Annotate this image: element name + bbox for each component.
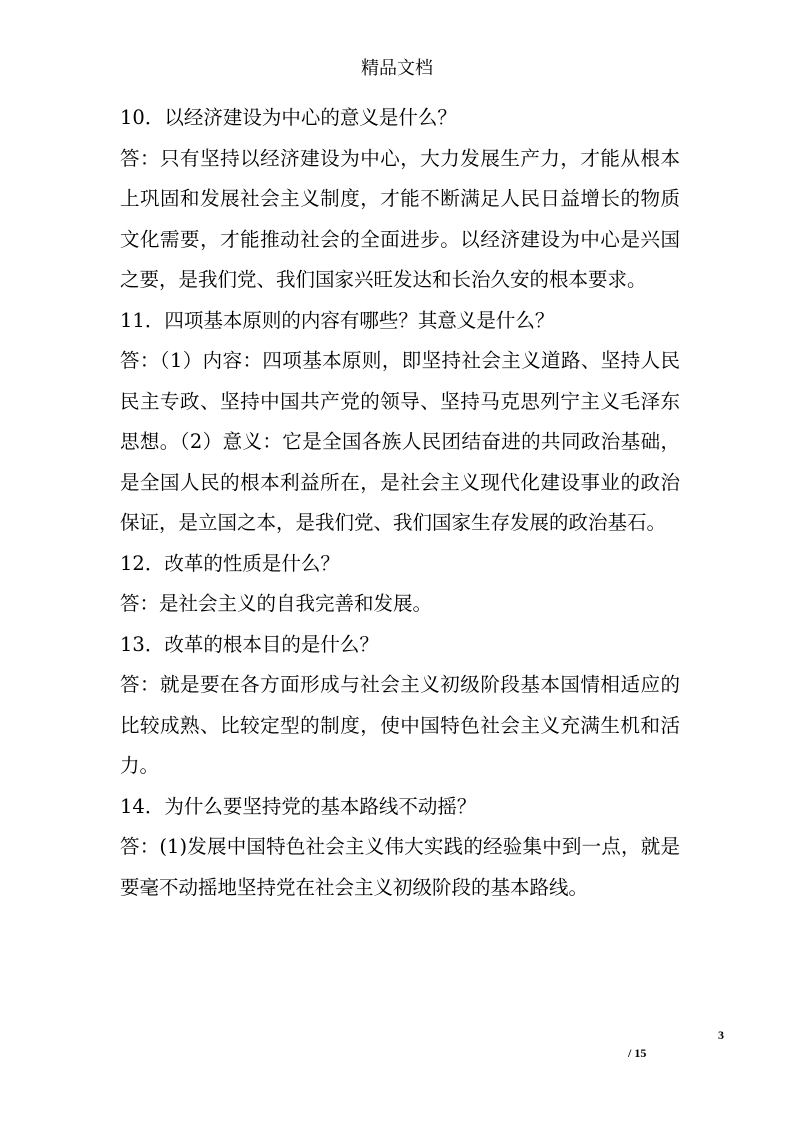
page-number: 3: [718, 1028, 724, 1042]
question-10: 10．以经济建设为中心的意义是什么？: [120, 106, 457, 129]
question-11: 11．四项基本原则的内容有哪些？其意义是什么？: [120, 308, 555, 332]
page-total: / 15: [628, 1046, 647, 1060]
question-13: 13．改革的根本目的是什么？: [120, 632, 379, 656]
answer-10: 答：只有坚持以经济建设为中心，大力发展生产力，才能从根本上巩固和发展社会主义制度，才能不断满足人民日益增长的物质文化需要，才能推动社会的全面进步。以经济建设为中心是兴国之要，是我们党、我们国家兴旺发达和长治久安的根本要求。: [120, 146, 680, 291]
answer-12: 答：是社会主义的自我完善和发展。: [120, 592, 433, 615]
document-body: [120, 98, 680, 908]
question-12: 12．改革的性质是什么？: [120, 551, 340, 575]
answer-11: 答：（1）内容：四项基本原则，即坚持社会主义道路、坚持人民民主专政、坚持中国共产党的领导、坚持马克思列宁主义毛泽东思想。（2）意义：它是全国各族人民团结奋进的共同政治基础，是全国人民的根本利益所在，是社会主义现代化建设事业的政治保证，是立国之本，是我们党、我们国家生存发展的政治基石。: [120, 349, 680, 534]
question-14: 14．为什么要坚持党的基本路线不动摇？: [120, 794, 477, 818]
page-header: 精品文档: [361, 58, 433, 79]
answer-13: 答：就是要在各方面形成与社会主义初级阶段基本国情相适应的比较成熟、比较定型的制度，使中国特色社会主义充满生机和活力。: [120, 673, 680, 777]
answer-14: 答：(1)发展中国特色社会主义伟大实践的经验集中到一点，就是要毫不动摇地坚持党在社会主义初级阶段的基本路线。: [120, 835, 680, 899]
